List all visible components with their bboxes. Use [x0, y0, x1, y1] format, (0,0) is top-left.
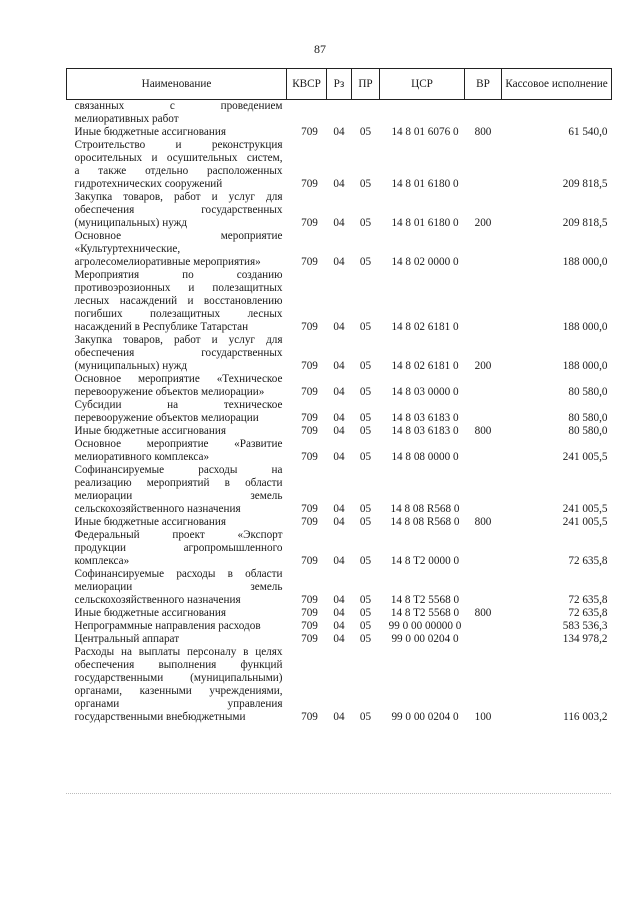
name-line: Центральный аппарат: [74, 633, 180, 645]
cell-csr: 99 0 00 00000 0: [388, 620, 462, 632]
cell-pr: 05: [359, 126, 372, 138]
cell-name: [67, 399, 287, 425]
table-row: [67, 607, 612, 620]
cell-csr: 14 8 T2 5568 0: [390, 594, 460, 606]
cell-name: [67, 191, 287, 230]
cell-kvsr: 709: [301, 360, 318, 372]
cell-rz: 04: [333, 256, 345, 268]
name-line: Софинансируемые расходы на: [74, 464, 283, 476]
cell-pr: [352, 100, 380, 127]
name-line: Основное мероприятие: [74, 230, 283, 242]
name-line: перевооружение объектов мелиорации»: [74, 386, 265, 398]
cell-pr: 05: [359, 607, 372, 619]
table-row: [67, 230, 612, 269]
cell-exec: 188 000,0: [562, 321, 608, 333]
cell-vr: [465, 373, 502, 399]
cell-kvsr: 709: [301, 217, 318, 229]
page-number: 87: [314, 42, 326, 56]
cell-vr: [465, 139, 502, 191]
cell-pr: 05: [359, 178, 372, 190]
cell-pr: 05: [359, 503, 372, 515]
cell-exec: 80 580,0: [568, 412, 608, 424]
name-line: связанных с проведением: [74, 100, 283, 112]
cell-name: [67, 334, 287, 373]
name-line: Основное мероприятие «Развитие: [74, 438, 283, 450]
cell-pr: 05: [359, 633, 372, 645]
table-row: [67, 633, 612, 646]
cell-vr: [465, 568, 502, 607]
cell-kvsr: 709: [301, 425, 318, 437]
cell-kvsr: 709: [301, 412, 318, 424]
table-row: [67, 191, 612, 230]
cell-csr: 14 8 03 6183 0: [391, 425, 459, 437]
cell-name: [67, 646, 287, 724]
cell-kvsr: 709: [301, 633, 318, 645]
cell-pr: 05: [359, 412, 372, 424]
header-exec: Кассовое исполнение: [502, 69, 612, 100]
name-line: государственными (муниципальными): [74, 672, 283, 684]
table-row: [67, 373, 612, 399]
name-line: мелиоративного комплекса»: [74, 451, 210, 463]
cell-vr: [465, 529, 502, 568]
cell-exec: 80 580,0: [568, 425, 608, 437]
name-line: гидротехнических сооружений: [74, 178, 223, 190]
cell-csr: 14 8 03 6183 0: [391, 412, 459, 424]
name-line: Закупка товаров, работ и услуг для: [74, 334, 283, 346]
name-line: оросительных и осушительных систем,: [74, 152, 283, 164]
cell-exec: 188 000,0: [562, 360, 608, 372]
table-row: [67, 464, 612, 516]
cell-pr: 05: [359, 451, 372, 463]
cell-exec: 116 003,2: [563, 711, 608, 723]
cell-exec: 241 005,5: [562, 503, 608, 515]
cell-exec: 209 818,5: [562, 178, 608, 190]
cell-exec: 134 978,2: [562, 633, 608, 645]
name-line: Иные бюджетные ассигнования: [74, 516, 226, 528]
name-line: (муниципальных) нужд: [74, 360, 188, 372]
table-row: [67, 516, 612, 529]
cell-name: [67, 269, 287, 334]
cell-vr: 800: [474, 516, 492, 528]
cell-kvsr: 709: [301, 178, 318, 190]
cell-vr: 800: [474, 425, 492, 437]
cell-rz: 04: [333, 620, 345, 632]
table-row: [67, 126, 612, 139]
table-body: [67, 100, 612, 725]
table-row: [67, 399, 612, 425]
name-line: (муниципальных) нужд: [74, 217, 188, 229]
table-row: [67, 269, 612, 334]
cell-rz: 04: [333, 607, 345, 619]
name-line: «Культуртехнические,: [74, 243, 181, 255]
cell-exec: 72 635,8: [568, 555, 608, 567]
cell-kvsr: 709: [301, 321, 318, 333]
cell-csr: 14 8 T2 5568 0: [390, 607, 460, 619]
cell-csr: [380, 100, 465, 127]
cell-pr: 05: [359, 516, 372, 528]
cell-vr: [465, 100, 502, 127]
name-line: Иные бюджетные ассигнования: [74, 425, 226, 437]
table-row: [67, 438, 612, 464]
budget-table: [66, 68, 612, 724]
cell-rz: [327, 100, 352, 127]
name-line: органами, казенными учреждениями,: [74, 685, 283, 697]
cell-rz: 04: [333, 503, 345, 515]
cell-csr: 14 8 08 0000 0: [391, 451, 459, 463]
cell-pr: 05: [359, 711, 372, 723]
cell-exec: [502, 100, 612, 127]
cell-kvsr: 709: [301, 555, 318, 567]
name-line: сельскохозяйственного назначения: [74, 503, 241, 515]
cell-exec: 61 540,0: [568, 126, 608, 138]
cell-name: [67, 373, 287, 399]
name-line: Закупка товаров, работ и услуг для: [74, 191, 283, 203]
cell-name: [67, 139, 287, 191]
name-line: Непрограммные направления расходов: [74, 620, 261, 632]
cell-csr: 99 0 00 0204 0: [391, 633, 459, 645]
name-line: Строительство и реконструкция: [74, 139, 283, 151]
cell-kvsr: 709: [301, 451, 318, 463]
name-line: Федеральный проект «Экспорт: [74, 529, 283, 541]
cell-exec: 72 635,8: [568, 607, 608, 619]
cell-vr: [465, 633, 502, 646]
cell-name: [67, 633, 287, 646]
cell-pr: 05: [359, 425, 372, 437]
cell-kvsr: 709: [301, 620, 318, 632]
cell-name: [67, 425, 287, 438]
name-line: лесных насаждений и восстановлению: [74, 295, 283, 307]
name-line: мелиорации земель: [74, 490, 283, 502]
cell-name: [67, 438, 287, 464]
cell-kvsr: [287, 100, 327, 127]
cell-rz: 04: [333, 425, 345, 437]
cell-csr: 14 8 08 R568 0: [390, 516, 460, 528]
header-kvsr: КВСР: [287, 69, 327, 100]
name-line: погибших полезащитных лесных: [74, 308, 283, 320]
cell-exec: 80 580,0: [568, 386, 608, 398]
name-line: обеспечения государственных: [74, 204, 283, 216]
name-line: органами управления: [74, 698, 283, 710]
header-rz: Рз: [327, 69, 352, 100]
cell-kvsr: 709: [301, 594, 318, 606]
cell-exec: 583 536,3: [562, 620, 608, 632]
cell-pr: 05: [359, 594, 372, 606]
cell-rz: 04: [333, 451, 345, 463]
cell-rz: 04: [333, 360, 345, 372]
cell-name: [67, 568, 287, 607]
cell-exec: 188 000,0: [562, 256, 608, 268]
name-line: а также отдельно расположенных: [74, 165, 283, 177]
cell-kvsr: 709: [301, 503, 318, 515]
name-line: мелиорации земель: [74, 581, 283, 593]
name-line: насаждений в Республике Татарстан: [74, 321, 249, 333]
cell-name: [67, 100, 287, 127]
cell-vr: [465, 438, 502, 464]
cell-kvsr: 709: [301, 516, 318, 528]
cell-name: [67, 516, 287, 529]
name-line: обеспечения выполнения функций: [74, 659, 283, 671]
cell-rz: 04: [333, 217, 345, 229]
cell-csr: 14 8 01 6180 0: [391, 178, 459, 190]
name-line: перевооружение объектов мелиорации: [74, 412, 259, 424]
table-row: [67, 620, 612, 633]
cell-rz: 04: [333, 386, 345, 398]
cell-rz: 04: [333, 412, 345, 424]
name-line: сельскохозяйственного назначения: [74, 594, 241, 606]
table-row: [67, 568, 612, 607]
header-name: Наименование: [67, 69, 287, 100]
cell-pr: 05: [359, 321, 372, 333]
cell-csr: 14 8 T2 0000 0: [390, 555, 460, 567]
cell-name: [67, 607, 287, 620]
table-row: [67, 646, 612, 724]
cell-vr: [465, 464, 502, 516]
name-line: комплекса»: [74, 555, 130, 567]
name-line: Иные бюджетные ассигнования: [74, 607, 226, 619]
cell-exec: 241 005,5: [562, 516, 608, 528]
cell-vr: [465, 269, 502, 334]
cell-vr: 800: [474, 126, 492, 138]
name-line: Основное мероприятие «Техническое: [74, 373, 283, 385]
cell-vr: 200: [474, 217, 492, 229]
name-line: реализацию мероприятий в области: [74, 477, 283, 489]
cell-rz: 04: [333, 126, 345, 138]
cell-pr: 05: [359, 256, 372, 268]
table-row: [67, 334, 612, 373]
cell-pr: 05: [359, 555, 372, 567]
cell-kvsr: 709: [301, 711, 318, 723]
cell-rz: 04: [333, 594, 345, 606]
cell-pr: 05: [359, 217, 372, 229]
name-line: противоэрозионных и полезащитных: [74, 282, 283, 294]
cell-rz: 04: [333, 321, 345, 333]
cell-rz: 04: [333, 711, 345, 723]
cell-csr: 14 8 02 6181 0: [391, 360, 459, 372]
cell-csr: 14 8 08 R568 0: [390, 503, 460, 515]
header-vr: ВР: [465, 69, 502, 100]
cell-vr: [465, 620, 502, 633]
cell-pr: 05: [359, 386, 372, 398]
name-line: обеспечения государственных: [74, 347, 283, 359]
cell-csr: 14 8 01 6076 0: [391, 126, 459, 138]
cell-csr: 14 8 01 6180 0: [391, 217, 459, 229]
cell-name: [67, 126, 287, 139]
name-line: мелиоративных работ: [74, 113, 179, 125]
cell-name: [67, 529, 287, 568]
cell-csr: 14 8 02 0000 0: [391, 256, 459, 268]
name-line: агролесомелиоративные мероприятия»: [74, 256, 261, 268]
cell-exec: 209 818,5: [562, 217, 608, 229]
cell-kvsr: 709: [301, 607, 318, 619]
cell-kvsr: 709: [301, 126, 318, 138]
table-header-row: [67, 69, 612, 100]
cell-vr: [465, 230, 502, 269]
cell-csr: 14 8 03 0000 0: [391, 386, 459, 398]
scan-artifact-line: [66, 793, 611, 795]
cell-vr: 100: [474, 711, 492, 723]
name-line: государственными внебюджетными: [74, 711, 246, 723]
name-line: Мероприятия по созданию: [74, 269, 283, 281]
cell-csr: 99 0 00 0204 0: [391, 711, 459, 723]
cell-rz: 04: [333, 633, 345, 645]
cell-csr: 14 8 02 6181 0: [391, 321, 459, 333]
cell-pr: 05: [359, 360, 372, 372]
cell-vr: [465, 399, 502, 425]
cell-rz: 04: [333, 178, 345, 190]
table-row: [67, 139, 612, 191]
cell-kvsr: 709: [301, 256, 318, 268]
cell-exec: 241 005,5: [562, 451, 608, 463]
cell-rz: 04: [333, 516, 345, 528]
table-row: [67, 425, 612, 438]
header-csr: ЦСР: [380, 69, 465, 100]
name-line: Иные бюджетные ассигнования: [74, 126, 226, 138]
name-line: Софинансируемые расходы в области: [74, 568, 283, 580]
table-row: [67, 529, 612, 568]
cell-pr: 05: [359, 620, 372, 632]
name-line: продукции агропромышленного: [74, 542, 283, 554]
table-row: [67, 100, 612, 127]
cell-name: [67, 464, 287, 516]
cell-name: [67, 620, 287, 633]
name-line: Субсидии на техническое: [74, 399, 283, 411]
header-pr: ПР: [352, 69, 380, 100]
cell-vr: 200: [474, 360, 492, 372]
cell-vr: 800: [474, 607, 492, 619]
cell-name: [67, 230, 287, 269]
cell-rz: 04: [333, 555, 345, 567]
cell-exec: 72 635,8: [568, 594, 608, 606]
cell-kvsr: 709: [301, 386, 318, 398]
name-line: Расходы на выплаты персоналу в целях: [74, 646, 283, 658]
